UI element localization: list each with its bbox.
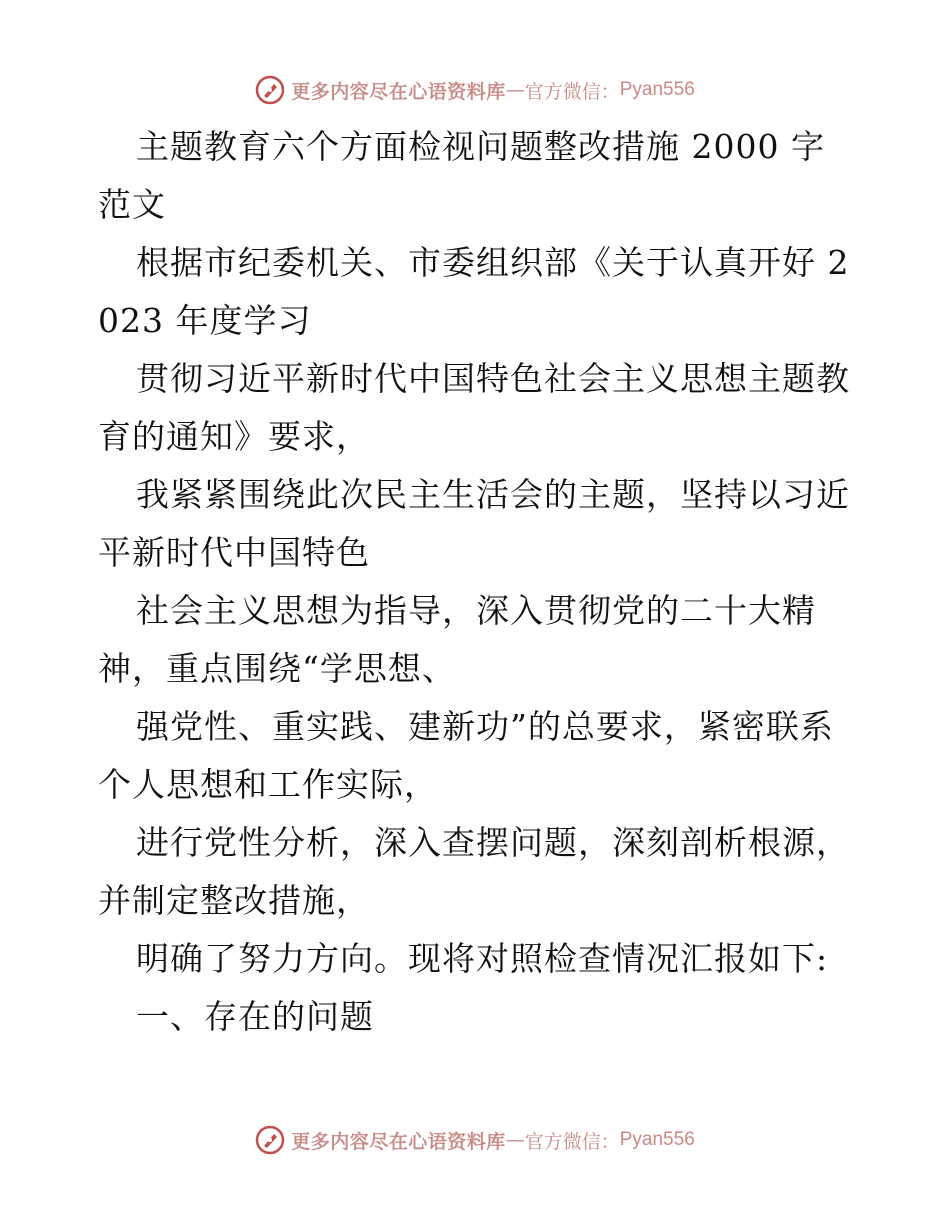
banner-official-label: 官方微信： [524,80,620,103]
document-body [98,118,858,1046]
paragraph: 社会主义思想为指导，深入贯彻党的二十大精神，重点围绕“学思想、 [98,591,816,688]
document-title: 主题教育六个方面检视问题整改措施 2000 字范文 [98,127,825,224]
paragraph: 强党性、重实践、建新功”的总要求，紧密联系个人思想和工作实际， [98,707,834,804]
paragraph: 根据市纪委机关、市委组织部《关于认真开好 2023 年度学习 [98,243,850,340]
footer-watermark-banner [0,1120,950,1160]
banner-wechat-id: Pyan556 [619,79,695,100]
header-watermark-banner [0,70,950,110]
banner-wechat-id: Pyan556 [619,1129,695,1150]
section-heading: 一、存在的问题 [136,997,374,1036]
pen-nib-logo-icon [255,75,285,105]
banner-main-text: 更多内容尽在心语资料库 [291,80,506,103]
paragraph: 贯彻习近平新时代中国特色社会主义思想主题教育的通知》要求， [98,359,850,456]
paragraph: 明确了努力方向。现将对照检查情况汇报如下: [136,939,829,978]
banner-separator: — [505,79,525,101]
banner-main-text: 更多内容尽在心语资料库 [291,1130,506,1153]
paragraph: 进行党性分析，深入查摆问题，深刻剖析根源，并制定整改措施， [98,823,850,920]
paragraph: 我紧紧围绕此次民主生活会的主题，坚持以习近平新时代中国特色 [98,475,850,572]
banner-official-label: 官方微信： [524,1130,620,1153]
pen-nib-logo-icon [255,1125,285,1155]
banner-separator: — [505,1129,525,1151]
